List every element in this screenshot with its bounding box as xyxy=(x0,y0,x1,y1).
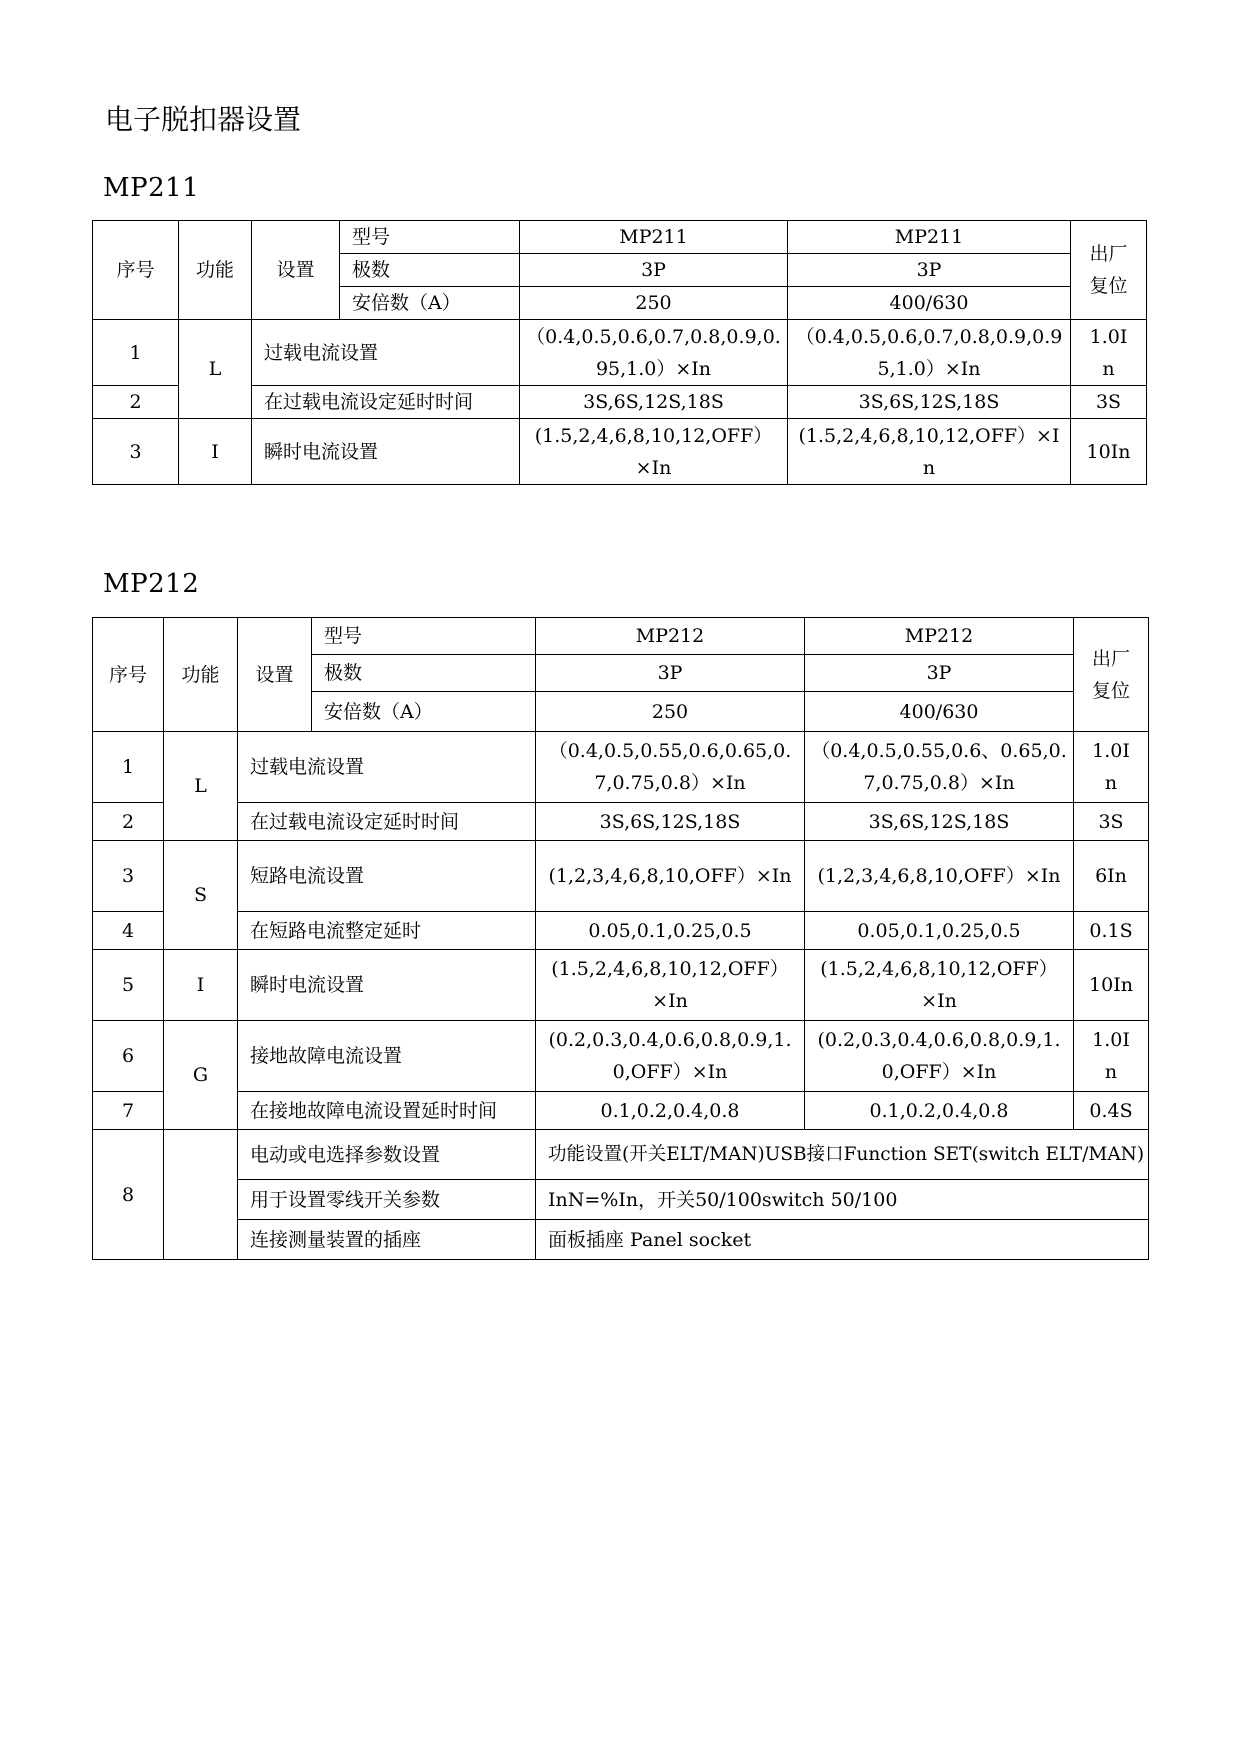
row-func: I xyxy=(179,419,252,485)
table-row xyxy=(93,732,1149,803)
page-title: 电子脱扣器设置 xyxy=(105,103,302,136)
table-row xyxy=(93,419,1147,485)
row-factory: 3S xyxy=(1071,386,1147,419)
header-amp-label: 安倍数（A） xyxy=(340,287,520,320)
row-seq: 1 xyxy=(93,732,164,803)
table-row xyxy=(93,950,1149,1021)
header-func: 功能 xyxy=(164,618,238,732)
header-amp-col2: 400/630 xyxy=(805,692,1074,732)
row-factory: 1.0In xyxy=(1074,732,1149,803)
table-row xyxy=(93,912,1149,950)
table-row xyxy=(93,841,1149,912)
row-desc: 瞬时电流设置 xyxy=(238,950,536,1021)
row-value-col2: 0.05,0.1,0.25,0.5 xyxy=(805,912,1074,950)
row-func: G xyxy=(164,1021,238,1130)
row-value-col2: (1,2,3,4,6,8,10,OFF）×In xyxy=(805,841,1074,912)
header-model-label: 型号 xyxy=(312,618,536,655)
row-desc: 过载电流设置 xyxy=(238,732,536,803)
mp211-settings-table xyxy=(92,220,1147,485)
table-row xyxy=(93,1180,1149,1220)
row-value-wide: InN=%In，开关50/100switch 50/100 xyxy=(536,1180,1149,1220)
row-seq: 3 xyxy=(93,419,179,485)
row-seq: 6 xyxy=(93,1021,164,1092)
row-desc: 过载电流设置 xyxy=(252,320,520,386)
row-value-col2: (1.5,2,4,6,8,10,12,OFF）×In xyxy=(788,419,1071,485)
row-desc: 在过载电流设定延时时间 xyxy=(238,803,536,841)
row-seq: 3 xyxy=(93,841,164,912)
row-seq: 7 xyxy=(93,1092,164,1130)
row-func: I xyxy=(164,950,238,1021)
row-value-col1: 3S,6S,12S,18S xyxy=(520,386,788,419)
row-value-col2: （0.4,0.5,0.6,0.7,0.8,0.9,0.95,1.0）×In xyxy=(788,320,1071,386)
header-amp-col1: 250 xyxy=(520,287,788,320)
row-desc: 连接测量装置的插座 xyxy=(238,1220,536,1260)
row-factory: 6In xyxy=(1074,841,1149,912)
row-func: L xyxy=(179,320,252,419)
row-func: S xyxy=(164,841,238,950)
row-desc: 接地故障电流设置 xyxy=(238,1021,536,1092)
header-amp-col1: 250 xyxy=(536,692,805,732)
header-poles-label: 极数 xyxy=(312,655,536,692)
row-desc: 瞬时电流设置 xyxy=(252,419,520,485)
header-model-label: 型号 xyxy=(340,221,520,254)
row-desc: 在过载电流设定延时时间 xyxy=(252,386,520,419)
row-value-col1: (1.5,2,4,6,8,10,12,OFF）×In xyxy=(536,950,805,1021)
row-desc: 短路电流设置 xyxy=(238,841,536,912)
row-value-col1: (1,2,3,4,6,8,10,OFF）×In xyxy=(536,841,805,912)
row-factory: 1.0In xyxy=(1071,320,1147,386)
header-model-col2: MP212 xyxy=(805,618,1074,655)
row-seq: 1 xyxy=(93,320,179,386)
row-value-col2: (1.5,2,4,6,8,10,12,OFF）×In xyxy=(805,950,1074,1021)
row-factory: 10In xyxy=(1074,950,1149,1021)
mp212-settings-table xyxy=(92,617,1149,1260)
header-func: 功能 xyxy=(179,221,252,320)
row-value-col2: 0.1,0.2,0.4,0.8 xyxy=(805,1092,1074,1130)
header-poles-col2: 3P xyxy=(805,655,1074,692)
header-poles-col1: 3P xyxy=(520,254,788,287)
row-value-col1: （0.4,0.5,0.6,0.7,0.8,0.9,0.95,1.0）×In xyxy=(520,320,788,386)
row-value-col2: （0.4,0.5,0.55,0.6、0.65,0.7,0.75,0.8）×In xyxy=(805,732,1074,803)
header-model-col1: MP211 xyxy=(520,221,788,254)
section-title-mp211: MP211 xyxy=(103,173,200,203)
header-amp-col2: 400/630 xyxy=(788,287,1071,320)
header-setting: 设置 xyxy=(238,618,312,732)
header-factory-reset: 出厂复位 xyxy=(1071,221,1147,320)
row-func-empty xyxy=(164,1130,238,1260)
row-value-col1: (0.2,0.3,0.4,0.6,0.8,0.9,1.0,OFF）×In xyxy=(536,1021,805,1092)
header-factory-reset: 出厂复位 xyxy=(1074,618,1149,732)
header-model-col2: MP211 xyxy=(788,221,1071,254)
table-row xyxy=(93,320,1147,386)
header-amp-label: 安倍数（A） xyxy=(312,692,536,732)
row-factory: 0.4S xyxy=(1074,1092,1149,1130)
row-desc: 电动或电选择参数设置 xyxy=(238,1130,536,1180)
header-poles-label: 极数 xyxy=(340,254,520,287)
row-value-col2: 3S,6S,12S,18S xyxy=(805,803,1074,841)
row-value-wide: 功能设置(开关ELT/MAN)USB接口Function SET(switch ELT/MAN) xyxy=(536,1130,1149,1180)
section-title-mp212: MP212 xyxy=(103,569,200,599)
row-value-col2: (0.2,0.3,0.4,0.6,0.8,0.9,1.0,OFF）×In xyxy=(805,1021,1074,1092)
row-seq: 2 xyxy=(93,803,164,841)
row-seq: 5 xyxy=(93,950,164,1021)
header-poles-col2: 3P xyxy=(788,254,1071,287)
row-factory: 10In xyxy=(1071,419,1147,485)
row-value-col1: 0.05,0.1,0.25,0.5 xyxy=(536,912,805,950)
row-seq: 4 xyxy=(93,912,164,950)
row-value-col1: 3S,6S,12S,18S xyxy=(536,803,805,841)
row-seq: 2 xyxy=(93,386,179,419)
header-setting: 设置 xyxy=(252,221,340,320)
row-func: L xyxy=(164,732,238,841)
row-desc: 在接地故障电流设置延时时间 xyxy=(238,1092,536,1130)
row-seq: 8 xyxy=(93,1130,164,1260)
header-model-col1: MP212 xyxy=(536,618,805,655)
row-desc: 用于设置零线开关参数 xyxy=(238,1180,536,1220)
row-value-wide: 面板插座 Panel socket xyxy=(536,1220,1149,1260)
row-factory: 1.0In xyxy=(1074,1021,1149,1092)
header-seq: 序号 xyxy=(93,221,179,320)
header-seq: 序号 xyxy=(93,618,164,732)
row-desc: 在短路电流整定延时 xyxy=(238,912,536,950)
table-row xyxy=(93,386,1147,419)
table-row xyxy=(93,1130,1149,1180)
row-factory: 0.1S xyxy=(1074,912,1149,950)
row-value-col1: 0.1,0.2,0.4,0.8 xyxy=(536,1092,805,1130)
table-row xyxy=(93,803,1149,841)
header-poles-col1: 3P xyxy=(536,655,805,692)
row-value-col1: （0.4,0.5,0.55,0.6,0.65,0.7,0.75,0.8）×In xyxy=(536,732,805,803)
table-row xyxy=(93,1021,1149,1092)
row-value-col2: 3S,6S,12S,18S xyxy=(788,386,1071,419)
table-row xyxy=(93,1220,1149,1260)
row-value-col1: (1.5,2,4,6,8,10,12,OFF）×In xyxy=(520,419,788,485)
table-row xyxy=(93,1092,1149,1130)
row-factory: 3S xyxy=(1074,803,1149,841)
